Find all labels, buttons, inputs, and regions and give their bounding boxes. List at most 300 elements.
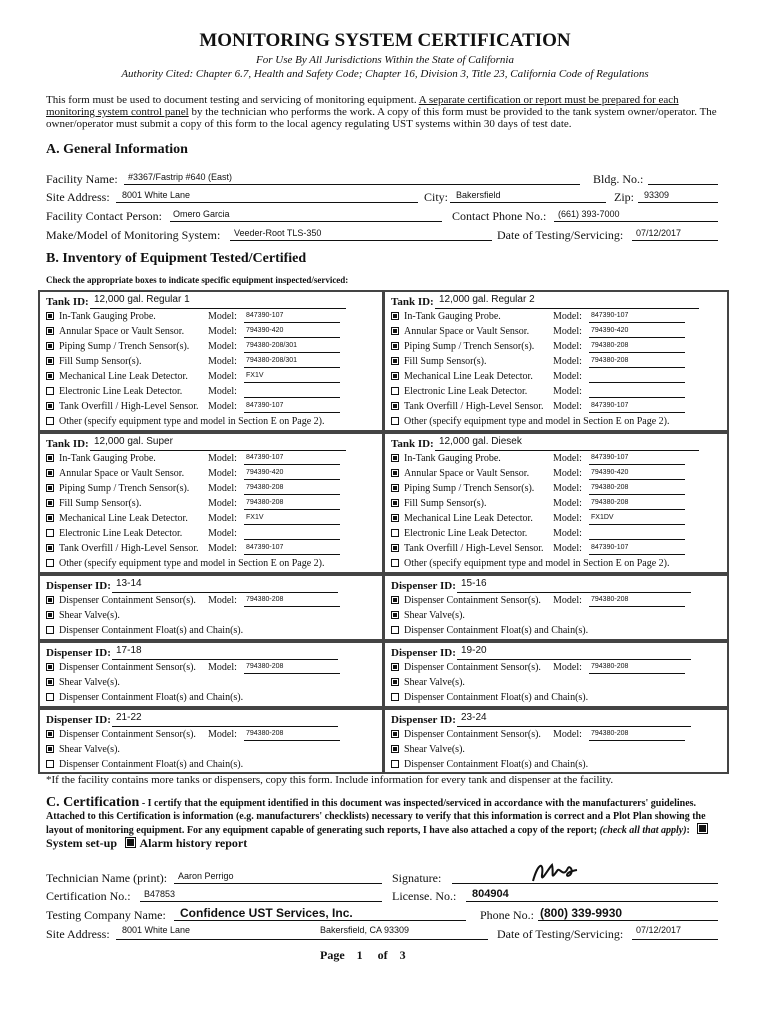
company-testing-date-label: Date of Testing/Servicing: <box>497 927 624 941</box>
equipment-checkbox-row[interactable] <box>391 356 487 367</box>
dispenser-id-value: 21-22 <box>116 712 142 723</box>
tank-id-label: Tank ID: <box>391 438 434 450</box>
zip-value: 93309 <box>644 190 670 200</box>
alarm-history-checkbox[interactable] <box>125 837 136 848</box>
checkbox[interactable] <box>391 372 399 380</box>
checkbox[interactable] <box>391 387 399 395</box>
checkbox[interactable] <box>391 499 399 507</box>
company-address-label: Site Address: <box>46 927 110 941</box>
checkbox[interactable] <box>391 417 399 425</box>
checkbox[interactable] <box>46 663 54 671</box>
page-number: Page 1 of 3 <box>320 948 406 962</box>
model-label: Model: <box>208 341 237 352</box>
checkbox[interactable] <box>391 402 399 410</box>
model-line <box>244 337 340 338</box>
dispenser-id-label: Dispenser ID: <box>46 714 111 726</box>
dispenser-id-value: 13-14 <box>116 578 142 589</box>
equipment-checkbox-row[interactable] <box>391 326 529 337</box>
signature-label: Signature: <box>392 871 442 885</box>
checkbox[interactable] <box>46 312 54 320</box>
model-label: Model: <box>553 662 582 673</box>
dispenser-item-label: Dispenser Containment Sensor(s). <box>59 662 196 673</box>
dispenser-id-label: Dispenser ID: <box>46 647 111 659</box>
equipment-checkbox-row[interactable] <box>46 311 156 322</box>
dispenser-checkbox-row[interactable] <box>46 595 196 606</box>
equipment-checkbox-row[interactable] <box>46 326 184 337</box>
checkbox[interactable] <box>46 730 54 738</box>
model-line <box>589 494 685 495</box>
model-value: 847390-107 <box>591 544 629 551</box>
model-value: 794390-420 <box>246 469 284 476</box>
dispenser-item-label: Shear Valve(s). <box>59 677 120 688</box>
dispenser-item-label: Dispenser Containment Sensor(s). <box>59 729 196 740</box>
model-label: Model: <box>553 386 582 397</box>
checkbox[interactable] <box>391 730 399 738</box>
checkbox[interactable] <box>391 544 399 552</box>
equipment-checkbox-row[interactable] <box>391 483 534 494</box>
dispenser-id-line <box>112 726 338 727</box>
equipment-label: Tank Overfill / High-Level Sensor. <box>59 401 199 412</box>
dispenser-item-label: Dispenser Containment Float(s) and Chain(s). <box>404 692 589 703</box>
dispenser-checkbox-row[interactable] <box>46 692 243 703</box>
model-label: Model: <box>553 401 582 412</box>
model-line <box>589 606 685 607</box>
checkbox[interactable] <box>391 529 399 537</box>
intro-paragraph: This form must be used to document testing and servicing of monitoring equipment. A separate certification or report must be prepared for each monitoring system control panel by the technician who performs the work. A copy of this form must be provided to the tank system owner/operator. The owner/operator must submit a copy of this form to the local agency regulating UST systems within 30 days of test date. <box>46 94 717 130</box>
model-value: 794380-208 <box>591 499 629 506</box>
checkbox[interactable] <box>46 342 54 350</box>
checkbox[interactable] <box>391 514 399 522</box>
equipment-label: Electronic Line Leak Detector. <box>404 386 528 397</box>
equipment-checkbox-row[interactable] <box>46 371 188 382</box>
equipment-label: Fill Sump Sensor(s). <box>59 356 142 367</box>
checkbox[interactable] <box>46 402 54 410</box>
model-line <box>244 524 340 525</box>
dispenser-item-label: Dispenser Containment Float(s) and Chain(s). <box>404 759 589 770</box>
model-line <box>589 322 685 323</box>
checkbox[interactable] <box>391 357 399 365</box>
equipment-checkbox-row[interactable] <box>391 528 527 539</box>
signature-image <box>530 857 580 887</box>
city-label: City: <box>424 190 449 204</box>
dispenser-checkbox-row[interactable] <box>391 610 465 621</box>
equipment-checkbox-row[interactable] <box>46 453 156 464</box>
model-line <box>244 397 340 398</box>
model-label: Model: <box>208 483 237 494</box>
model-line <box>589 412 685 413</box>
dispenser-checkbox-row[interactable] <box>391 662 541 673</box>
model-line <box>244 539 340 540</box>
tank-id-line <box>435 308 699 309</box>
tank-id-value: 12,000 gal. Diesek <box>439 436 522 447</box>
equipment-label: Tank Overfill / High-Level Sensor. <box>59 543 199 554</box>
dispenser-id-label: Dispenser ID: <box>46 580 111 592</box>
model-line <box>589 397 685 398</box>
equipment-checkbox-row[interactable] <box>46 498 142 509</box>
model-label: Model: <box>208 662 237 673</box>
certification-no-label: Certification No.: <box>46 889 131 903</box>
checkbox[interactable] <box>46 626 54 634</box>
authority-cited: Authority Cited: Chapter 6.7, Health and Safety Code; Chapter 16, Division 3, Title 23, California Code of Regulations <box>121 68 649 80</box>
checkbox[interactable] <box>46 559 54 567</box>
model-line <box>244 322 340 323</box>
equipment-label: Annular Space or Vault Sensor. <box>59 468 185 479</box>
checkbox[interactable] <box>391 327 399 335</box>
dispenser-id-value: 15-16 <box>461 578 487 589</box>
model-value: 794380-208 <box>591 730 629 737</box>
dispenser-checkbox-row[interactable] <box>391 595 541 606</box>
checkbox[interactable] <box>46 499 54 507</box>
checkbox[interactable] <box>391 678 399 686</box>
model-value: 847390-107 <box>591 454 629 461</box>
equipment-checkbox-row[interactable] <box>391 543 544 554</box>
contact-phone-label: Contact Phone No.: <box>452 209 547 223</box>
tank-id-value: 12,000 gal. Regular 2 <box>439 294 535 305</box>
dispenser-item-label: Shear Valve(s). <box>59 744 120 755</box>
checkbox[interactable] <box>46 596 54 604</box>
model-line <box>244 554 340 555</box>
equipment-checkbox-row[interactable] <box>391 341 534 352</box>
equipment-checkbox-row[interactable] <box>46 416 325 427</box>
model-value: 794390-420 <box>591 327 629 334</box>
model-label: Model: <box>208 513 237 524</box>
equipment-label: Fill Sump Sensor(s). <box>404 498 487 509</box>
model-value: 794380-208 <box>246 499 284 506</box>
bldg-no-label: Bldg. No.: <box>593 172 644 186</box>
model-value: 794380-208/301 <box>246 357 297 364</box>
equipment-checkbox-row[interactable] <box>391 498 487 509</box>
model-label: Model: <box>553 498 582 509</box>
equipment-checkbox-row[interactable] <box>391 558 670 569</box>
dispenser-id-line <box>112 659 338 660</box>
checkbox[interactable] <box>46 357 54 365</box>
checkbox[interactable] <box>46 745 54 753</box>
checkbox[interactable] <box>391 693 399 701</box>
equipment-label: Other (specify equipment type and model in Section E on Page 2). <box>404 558 670 569</box>
dispenser-checkbox-row[interactable] <box>46 662 196 673</box>
dispenser-id-line <box>457 592 691 593</box>
facility-name-label: Facility Name: <box>46 172 118 186</box>
dispenser-checkbox-row[interactable] <box>46 744 120 755</box>
checkbox[interactable] <box>391 611 399 619</box>
model-value: 794380-208/301 <box>246 342 297 349</box>
equipment-label: Electronic Line Leak Detector. <box>59 528 183 539</box>
equipment-label: In-Tank Gauging Probe. <box>59 453 156 464</box>
model-label: Model: <box>553 483 582 494</box>
tank-id-value: 12,000 gal. Regular 1 <box>94 294 190 305</box>
system-setup-option[interactable]: System set-up <box>46 822 712 850</box>
checkbox[interactable] <box>391 663 399 671</box>
equipment-label: Fill Sump Sensor(s). <box>59 498 142 509</box>
checkbox[interactable] <box>391 760 399 768</box>
checkbox[interactable] <box>391 469 399 477</box>
model-line <box>244 382 340 383</box>
checkbox[interactable] <box>391 596 399 604</box>
company-testing-date-value: 07/12/2017 <box>636 925 682 935</box>
dispenser-id-label: Dispenser ID: <box>391 580 456 592</box>
model-line <box>589 554 685 555</box>
model-label: Model: <box>208 729 237 740</box>
equipment-label: Other (specify equipment type and model in Section E on Page 2). <box>59 558 325 569</box>
checkbox[interactable] <box>391 312 399 320</box>
equipment-checkbox-row[interactable] <box>46 558 325 569</box>
tank-id-label: Tank ID: <box>391 296 434 308</box>
certification-no-value: B47853 <box>144 889 176 899</box>
checkbox[interactable] <box>46 454 54 462</box>
model-label: Model: <box>208 468 237 479</box>
dispenser-id-label: Dispenser ID: <box>391 647 456 659</box>
technician-name-value: Aaron Perrigo <box>178 871 234 881</box>
model-label: Model: <box>553 729 582 740</box>
zip-label: Zip: <box>614 190 634 204</box>
equipment-label: Other (specify equipment type and model in Section E on Page 2). <box>404 416 670 427</box>
company-phone-value: (800) 339-9930 <box>540 906 623 920</box>
dispenser-checkbox-row[interactable] <box>391 692 588 703</box>
equipment-checkbox-row[interactable] <box>391 416 670 427</box>
equipment-label: Electronic Line Leak Detector. <box>59 386 183 397</box>
equipment-checkbox-row[interactable] <box>46 483 189 494</box>
model-value: FX1V <box>246 514 264 521</box>
company-city-value: Bakersfield, CA 93309 <box>320 925 410 935</box>
checkbox[interactable] <box>46 678 54 686</box>
model-value: FX1DV <box>591 514 614 521</box>
model-value: 794380-208 <box>591 596 629 603</box>
testing-company-value: Confidence UST Services, Inc. <box>180 906 353 920</box>
equipment-checkbox-row[interactable] <box>46 356 142 367</box>
model-label: Model: <box>553 528 582 539</box>
tank-id-value: 12,000 gal. Super <box>94 436 173 447</box>
model-line <box>589 367 685 368</box>
model-label: Model: <box>553 468 582 479</box>
model-label: Model: <box>208 371 237 382</box>
dispenser-item-label: Dispenser Containment Sensor(s). <box>59 595 196 606</box>
equipment-checkbox-row[interactable] <box>391 311 501 322</box>
form-subtitle: For Use By All Jurisdictions Within the State of California <box>256 54 514 66</box>
checkbox[interactable] <box>391 626 399 634</box>
dispenser-checkbox-row[interactable] <box>46 729 196 740</box>
model-label: Model: <box>208 326 237 337</box>
equipment-label: Mechanical Line Leak Detector. <box>59 371 188 382</box>
dispenser-checkbox-row[interactable] <box>46 759 243 770</box>
checkbox[interactable] <box>46 417 54 425</box>
tank-id-line <box>90 450 346 451</box>
model-value: 794380-208 <box>591 357 629 364</box>
checkbox[interactable] <box>391 342 399 350</box>
make-model-label: Make/Model of Monitoring System: <box>46 228 221 242</box>
equipment-checkbox-row[interactable] <box>46 386 182 397</box>
equipment-checkbox-row[interactable] <box>391 468 529 479</box>
model-value: 847390-107 <box>246 454 284 461</box>
section-a-heading: A. General Information <box>46 142 188 157</box>
model-value: 847390-107 <box>591 402 629 409</box>
checkbox[interactable] <box>46 387 54 395</box>
model-value: 794380-208 <box>246 730 284 737</box>
checkbox[interactable] <box>391 745 399 753</box>
section-b-instruction: Check the appropriate boxes to indicate specific equipment inspected/serviced: <box>46 275 349 285</box>
model-line <box>589 382 685 383</box>
dispenser-checkbox-row[interactable] <box>46 610 120 621</box>
system-setup-checkbox[interactable] <box>697 823 708 834</box>
equipment-label: Annular Space or Vault Sensor. <box>404 326 530 337</box>
city-value: Bakersfield <box>456 190 501 200</box>
tank-footnote: *If the facility contains more tanks or dispensers, copy this form. Include information for every tank and dispenser at the facility. <box>46 774 614 786</box>
checkbox[interactable] <box>46 544 54 552</box>
site-address-label: Site Address: <box>46 190 110 204</box>
equipment-label: Electronic Line Leak Detector. <box>404 528 528 539</box>
dispenser-checkbox-row[interactable] <box>391 625 588 636</box>
tank-id-line <box>90 308 346 309</box>
model-value: 794380-208 <box>591 484 629 491</box>
checkbox[interactable] <box>46 760 54 768</box>
model-value: FX1V <box>246 372 264 379</box>
license-no-value: 804904 <box>472 888 509 900</box>
model-line <box>589 479 685 480</box>
dispenser-item-label: Shear Valve(s). <box>404 610 465 621</box>
testing-date-value: 07/12/2017 <box>636 228 682 238</box>
model-label: Model: <box>208 543 237 554</box>
dispenser-item-label: Shear Valve(s). <box>404 677 465 688</box>
equipment-checkbox-row[interactable] <box>391 453 501 464</box>
model-label: Model: <box>208 386 237 397</box>
model-line <box>589 740 685 741</box>
model-label: Model: <box>553 311 582 322</box>
checkbox[interactable] <box>46 327 54 335</box>
model-value: 794380-208 <box>246 484 284 491</box>
model-value: 794390-420 <box>246 327 284 334</box>
model-line <box>589 673 685 674</box>
equipment-label: Other (specify equipment type and model in Section E on Page 2). <box>59 416 325 427</box>
dispenser-id-value: 23-24 <box>461 712 487 723</box>
model-label: Model: <box>208 453 237 464</box>
checkbox[interactable] <box>46 514 54 522</box>
checkbox[interactable] <box>46 469 54 477</box>
dispenser-id-line <box>112 592 338 593</box>
equipment-checkbox-row[interactable] <box>46 468 184 479</box>
checkbox[interactable] <box>391 454 399 462</box>
testing-company-label: Testing Company Name: <box>46 908 166 922</box>
model-line <box>589 539 685 540</box>
dispenser-item-label: Dispenser Containment Float(s) and Chain(s). <box>59 692 244 703</box>
equipment-label: In-Tank Gauging Probe. <box>404 453 501 464</box>
dispenser-checkbox-row[interactable] <box>391 759 588 770</box>
model-line <box>244 606 340 607</box>
dispenser-id-value: 17-18 <box>116 645 142 656</box>
model-label: Model: <box>553 371 582 382</box>
model-value: 847390-107 <box>246 402 284 409</box>
model-line <box>244 464 340 465</box>
equipment-checkbox-row[interactable] <box>391 386 527 397</box>
model-label: Model: <box>208 311 237 322</box>
checkbox[interactable] <box>391 559 399 567</box>
model-value: 794380-208 <box>591 342 629 349</box>
equipment-label: Tank Overfill / High-Level Sensor. <box>404 543 544 554</box>
dispenser-item-label: Dispenser Containment Sensor(s). <box>404 729 541 740</box>
equipment-label: Piping Sump / Trench Sensor(s). <box>404 483 535 494</box>
dispenser-id-value: 19-20 <box>461 645 487 656</box>
equipment-checkbox-row[interactable] <box>46 341 189 352</box>
checkbox[interactable] <box>46 529 54 537</box>
checkbox[interactable] <box>391 484 399 492</box>
dispenser-id-line <box>457 659 691 660</box>
model-line <box>244 367 340 368</box>
dispenser-item-label: Dispenser Containment Float(s) and Chain(s). <box>59 625 244 636</box>
model-line <box>244 479 340 480</box>
dispenser-checkbox-row[interactable] <box>46 677 120 688</box>
model-line <box>589 509 685 510</box>
equipment-label: Tank Overfill / High-Level Sensor. <box>404 401 544 412</box>
model-line <box>244 740 340 741</box>
model-value: 847390-107 <box>591 312 629 319</box>
dispenser-item-label: Dispenser Containment Sensor(s). <box>404 595 541 606</box>
alarm-history-option[interactable]: Alarm history report <box>125 836 248 850</box>
model-label: Model: <box>553 326 582 337</box>
dispenser-checkbox-row[interactable] <box>46 625 243 636</box>
model-value: 794380-208 <box>246 596 284 603</box>
equipment-label: Annular Space or Vault Sensor. <box>59 326 185 337</box>
model-line <box>244 494 340 495</box>
model-line <box>589 464 685 465</box>
model-label: Model: <box>208 356 237 367</box>
equipment-checkbox-row[interactable] <box>391 401 544 412</box>
model-label: Model: <box>553 341 582 352</box>
model-label: Model: <box>208 595 237 606</box>
tank-id-line <box>435 450 699 451</box>
equipment-label: Annular Space or Vault Sensor. <box>404 468 530 479</box>
dispenser-item-label: Dispenser Containment Float(s) and Chain(s). <box>59 759 244 770</box>
technician-name-label: Technician Name (print): <box>46 871 168 885</box>
model-label: Model: <box>553 513 582 524</box>
equipment-checkbox-row[interactable] <box>391 513 533 524</box>
dispenser-item-label: Dispenser Containment Sensor(s). <box>404 662 541 673</box>
model-line <box>244 412 340 413</box>
model-line <box>244 352 340 353</box>
equipment-checkbox-row[interactable] <box>46 528 182 539</box>
model-label: Model: <box>208 401 237 412</box>
equipment-checkbox-row[interactable] <box>46 543 199 554</box>
checkbox[interactable] <box>46 484 54 492</box>
model-line <box>244 509 340 510</box>
equipment-checkbox-row[interactable] <box>46 401 199 412</box>
equipment-checkbox-row[interactable] <box>391 371 533 382</box>
equipment-label: In-Tank Gauging Probe. <box>59 311 156 322</box>
equipment-label: Mechanical Line Leak Detector. <box>404 371 533 382</box>
section-b-heading: B. Inventory of Equipment Tested/Certified <box>46 251 307 266</box>
dispenser-checkbox-row[interactable] <box>391 677 465 688</box>
checkbox[interactable] <box>46 611 54 619</box>
facility-name-value: #3367/Fastrip #640 (East) <box>128 172 233 182</box>
equipment-label: Piping Sump / Trench Sensor(s). <box>59 483 190 494</box>
checkbox[interactable] <box>46 693 54 701</box>
model-value: 794380-208 <box>591 663 629 670</box>
checkbox[interactable] <box>46 372 54 380</box>
model-line <box>589 337 685 338</box>
model-label: Model: <box>553 595 582 606</box>
model-value: 847390-107 <box>246 544 284 551</box>
dispenser-item-label: Shear Valve(s). <box>404 744 465 755</box>
tank-id-label: Tank ID: <box>46 296 89 308</box>
equipment-label: Fill Sump Sensor(s). <box>404 356 487 367</box>
dispenser-checkbox-row[interactable] <box>391 744 465 755</box>
dispenser-checkbox-row[interactable] <box>391 729 541 740</box>
make-model-value: Veeder-Root TLS-350 <box>234 228 322 238</box>
equipment-checkbox-row[interactable] <box>46 513 188 524</box>
dispenser-item-label: Shear Valve(s). <box>59 610 120 621</box>
testing-date-label: Date of Testing/Servicing: <box>497 228 624 242</box>
contact-person-value: Omero Garcia <box>173 209 230 219</box>
contact-phone-value: (661) 393-7000 <box>558 209 620 219</box>
contact-person-label: Facility Contact Person: <box>46 209 162 223</box>
dispenser-id-line <box>457 726 691 727</box>
